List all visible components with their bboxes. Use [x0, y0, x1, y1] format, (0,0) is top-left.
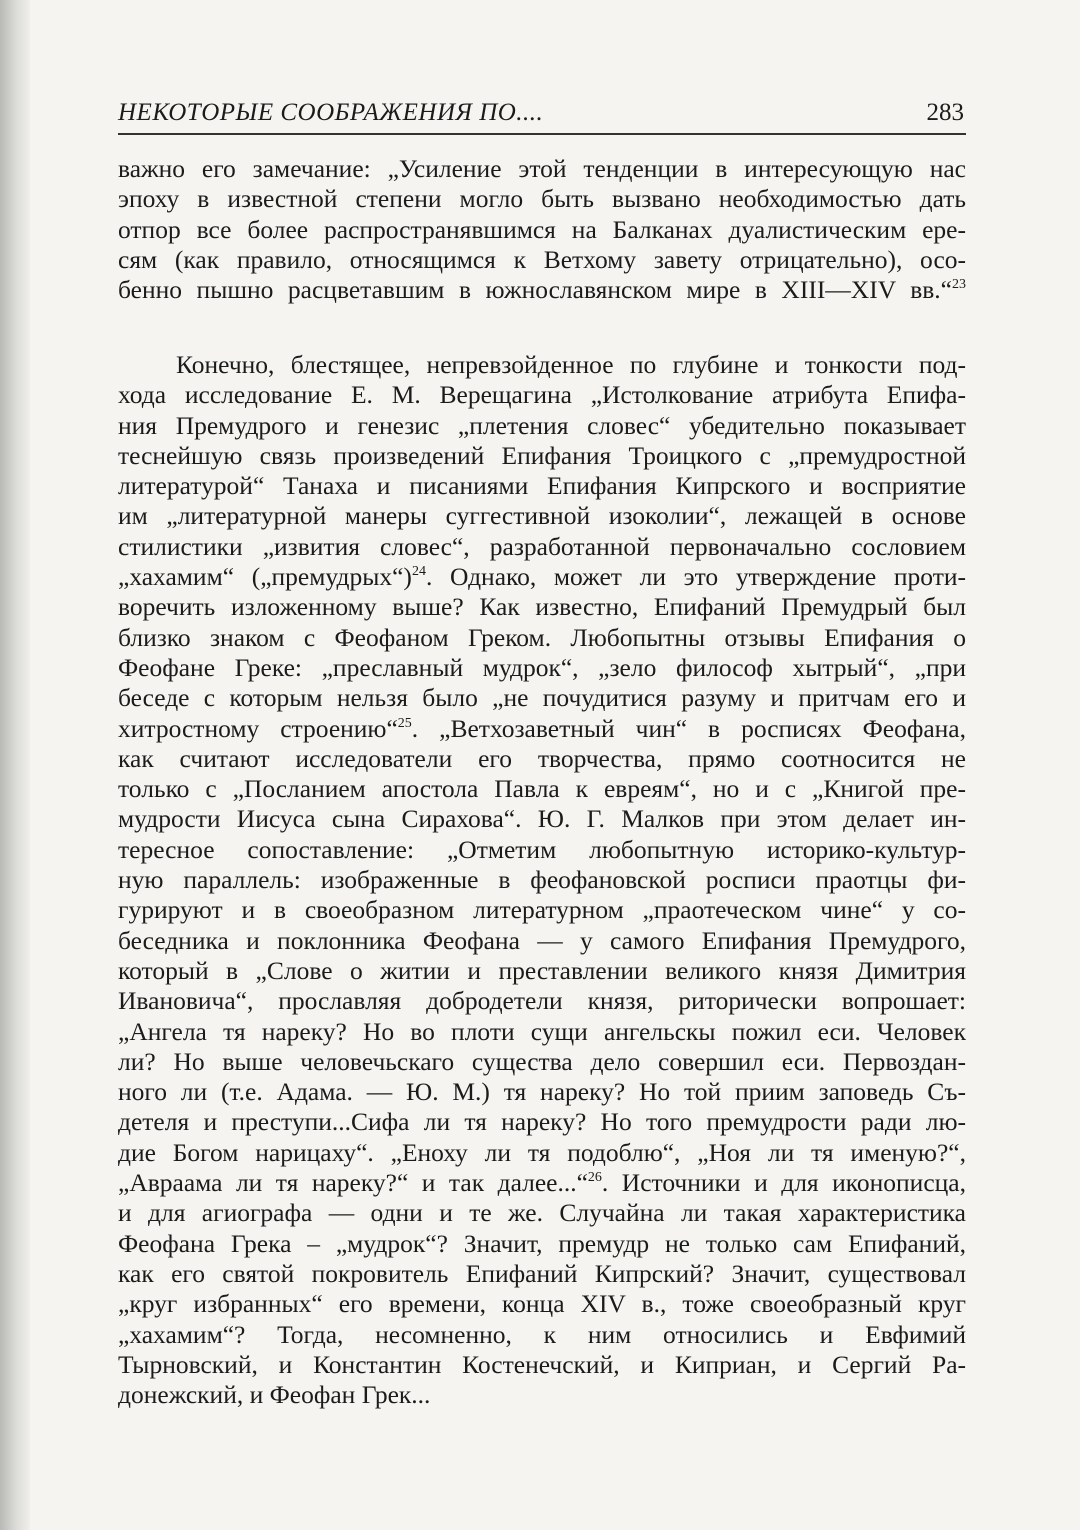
- text-segment: хитростному строению“: [118, 713, 398, 743]
- text-line: беседе с которым нельзя было „не почудитися разуму и притчам его и: [118, 683, 966, 713]
- text-segment: „Авраама ли тя нареку?“ и так далее...“: [118, 1168, 588, 1198]
- footnote-ref-23: 23: [952, 277, 966, 293]
- text-line: „хахамим“? Тогда, несомненно, к ним относились и Евфимий: [118, 1319, 966, 1349]
- text-line: [118, 1168, 966, 1198]
- text-line: отпор все более распространявшимся на Балканах дуалистическим ере-: [118, 214, 966, 244]
- text-line-last: [118, 275, 966, 305]
- text-line: детеля и преступи...Сифа ли тя нареку? Но того премудрости ради лю-: [118, 1107, 966, 1137]
- text-line: только с „Посланием апостола Павла к евреям“, но и с „Книгой пре-: [118, 774, 966, 804]
- text-line: „Ангела тя нареку? Но во плоти сущи ангельскы пожил еси. Человек: [118, 1016, 966, 1046]
- text-line: тересное сопоставление: „Отметим любопытную историко-культур-: [118, 834, 966, 864]
- text-segment: . Источники и для иконописца,: [601, 1168, 966, 1198]
- running-head: НЕКОТОРЫЕ СООБРАЖЕНИЯ ПО....: [118, 99, 544, 126]
- text-line: им „литературной манеры суггестивной изоколии“, лежащей в основе: [118, 501, 966, 531]
- footnote-ref-26: 26: [587, 1170, 602, 1186]
- text-line: и для агиографа — одни и те же. Случайна ли такая характеристика: [118, 1198, 966, 1228]
- text-segment: бенно пышно расцветавшим в южнославянском мире в XIII—XIV вв.“: [118, 275, 952, 305]
- text-line: ли? Но выше человечьскаго существа дело совершил еси. Первоздан-: [118, 1046, 966, 1076]
- text-line: который в „Слове о житии и преставлении великого князя Димитрия: [118, 955, 966, 985]
- text-line: Феофана Грека – „мудрок“? Значит, премудр не только сам Епифаний,: [118, 1228, 966, 1258]
- text-line: „круг избранных“ его времени, конца XIV в., тоже своеобразный круг: [118, 1289, 966, 1319]
- text-line: Ивановича“, прославляя добродетели князя, риторически вопрошает:: [118, 986, 966, 1016]
- paragraph-1: [118, 154, 966, 305]
- text-line: ную параллель: изображенные в феофановской росписи праотцы фи-: [118, 865, 966, 895]
- text-line: [118, 562, 966, 592]
- text-line: [118, 714, 966, 744]
- text-line: хода исследование Е. М. Верещагина „Истолкование атрибута Епифа-: [118, 380, 966, 410]
- text-line: ния Премудрого и генезис „плетения словес“ убедительно показывает: [118, 410, 966, 440]
- text-segment: . „Ветхозаветный чин“ в росписях Феофана,: [411, 713, 966, 743]
- text-line: Тырновский, и Константин Костенечский, и Киприан, и Сергий Ра-: [118, 1349, 966, 1379]
- text-line-last: донежский, и Феофан Грек...: [118, 1380, 431, 1410]
- text-line: как считают исследователи его творчества, прямо соотносится не: [118, 743, 966, 773]
- footnote-ref-24: 24: [411, 564, 426, 580]
- text-line: теснейшую связь произведений Епифания Троицкого с „премудростной: [118, 440, 966, 470]
- text-line: мудрости Иисуса сына Сирахова“. Ю. Г. Малков при этом делает ин-: [118, 804, 966, 834]
- text-line: гурируют и в своеобразном литературном „праотеческом чине“ у со-: [118, 895, 966, 925]
- page-number: 283: [926, 99, 964, 126]
- page-header: [118, 95, 966, 135]
- text-line: как его святой покровитель Епифаний Кипрский? Значит, существовал: [118, 1258, 966, 1288]
- book-gutter-shadow: [0, 0, 30, 1530]
- text-line: беседника и поклонника Феофана — у самого Епифания Премудрого,: [118, 925, 966, 955]
- text-line: воречить изложенному выше? Как известно, Епифаний Премудрый был: [118, 592, 966, 622]
- text-line: близко знаком с Феофаном Греком. Любопытны отзывы Епифания о: [118, 622, 966, 652]
- text-segment: . Однако, может ли это утверждение проти-: [425, 562, 966, 592]
- text-line: стилистики „извития словес“, разработанной первоначально сословием: [118, 531, 966, 561]
- text-line: Феофане Греке: „преславный мудрок“, „зело философ хытрый“, „при: [118, 652, 966, 682]
- paragraph-2: [118, 350, 966, 1410]
- text-line: литературой“ Танаха и писаниями Епифания Кипрского и восприятие: [118, 471, 966, 501]
- text-line: эпоху в известной степени могло быть вызвано необходимостью дать: [118, 184, 966, 214]
- footnote-ref-25: 25: [397, 715, 412, 731]
- text-segment: „хахамим“ („премудрых“): [118, 562, 412, 592]
- text-line: важно его замечание: „Усиление этой тенденции в интересующую нас: [118, 154, 966, 183]
- text-line-indented: Конечно, блестящее, непревзойденное по глубине и тонкости под-: [176, 350, 966, 379]
- text-line: ного ли (т.е. Адама. — Ю. М.) тя нареку? Но той приим заповедь Съ-: [118, 1077, 966, 1107]
- text-line: дие Богом нарицаху“. „Еноху ли тя подоблю“, „Ноя ли тя именую?“,: [118, 1137, 966, 1167]
- text-line: сям (как правило, относящимся к Ветхому завету отрицательно), осо-: [118, 244, 966, 274]
